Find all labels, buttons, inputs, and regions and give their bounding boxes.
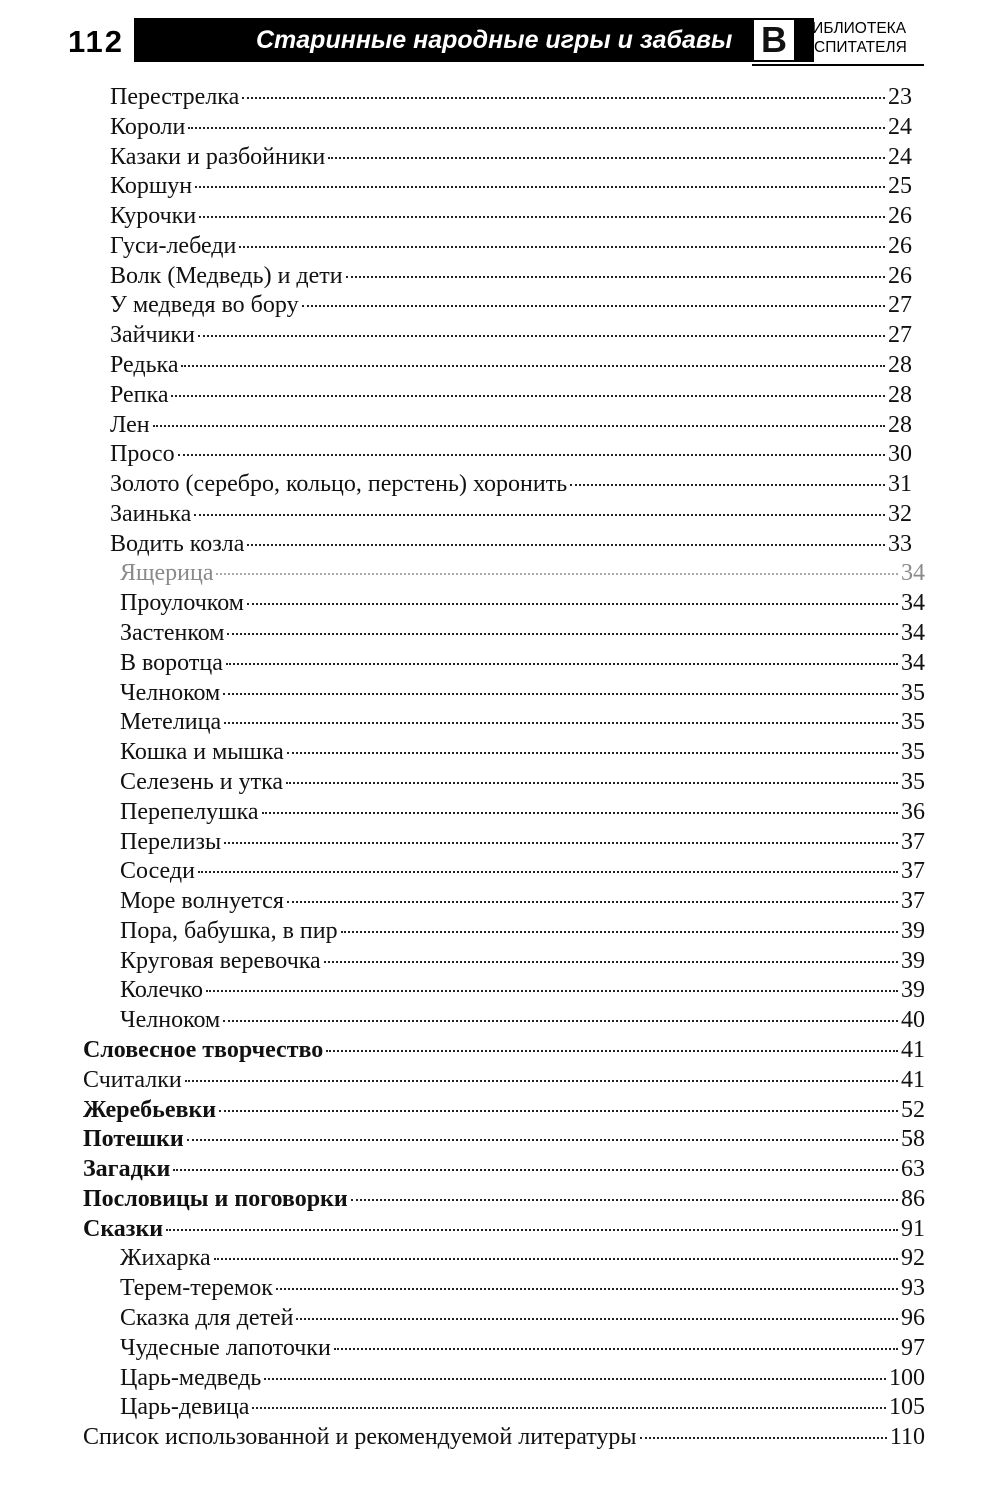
logo-letter: В [752,18,796,62]
toc-entry-page: 93 [901,1275,925,1302]
dot-leader [188,127,885,129]
dot-leader [252,1407,886,1409]
toc-entry-page: 100 [889,1364,925,1391]
toc-entry-page: 23 [888,84,912,110]
dot-leader [226,663,898,665]
toc-entry-title: Кошка и мышка [120,739,284,766]
toc-entry-title: Просо [110,441,175,468]
toc-entry-page: 41 [901,1066,925,1093]
toc-entry-page: 28 [888,381,912,408]
toc-entry-page: 35 [901,768,925,795]
dot-leader [223,693,898,695]
toc-entry-page: 39 [901,917,925,944]
toc-entry-title: Терем-теремок [120,1275,273,1302]
toc-entry [83,1126,925,1156]
dot-leader [640,1437,887,1439]
dot-leader [194,514,885,516]
toc-entry [120,977,925,1007]
toc-entry-page: 97 [901,1334,925,1361]
toc-entry [83,1216,925,1246]
toc-entry-page: 26 [888,262,912,289]
dot-leader [334,1348,898,1350]
dot-leader [328,157,885,159]
toc-entry-page: 92 [901,1245,925,1272]
toc-entry-title: Золото (серебро, кольцо, перстень) хоронить [110,471,568,498]
dot-leader [239,246,885,248]
toc-entry-page: 63 [901,1156,925,1183]
dot-leader [216,573,898,575]
dot-leader [178,454,885,456]
toc-entry-title: Застенком [120,620,225,647]
toc-entry-title: Ящерица [120,560,214,587]
toc-entry [120,650,925,680]
logo-line-2: ОСПИТАТЕЛЯ [802,39,907,56]
dot-leader [187,1139,898,1141]
toc-entry [120,560,925,590]
dot-leader [195,186,885,188]
series-logo [752,18,922,62]
toc-entry-title: Проулочком [120,590,244,617]
toc-entry-title: Жихарка [120,1245,211,1272]
toc-entry [110,263,912,293]
toc-entry [83,1424,925,1454]
toc-entry [120,620,925,650]
toc-entry-title: Потешки [83,1126,184,1153]
dot-leader [326,1050,898,1052]
dot-leader [264,1378,886,1380]
toc-entry [110,173,912,203]
toc-entry-title: Чудесные лапоточки [120,1334,331,1361]
dot-leader [287,752,898,754]
toc-entry-page: 34 [901,590,925,617]
toc-entry-page: 35 [901,709,925,736]
dot-leader [302,305,885,307]
toc-entry [120,709,925,739]
toc-entry [110,382,912,412]
toc-entry-page: 28 [888,411,912,438]
dot-leader [219,1110,898,1112]
dot-leader [199,216,885,218]
toc-entry-page: 33 [888,530,912,557]
toc-entry-page: 34 [901,560,925,587]
toc-entry-title: Лен [110,411,150,438]
logo-line-1: БИБЛИОТЕКА [802,20,907,37]
toc-entry [83,1156,925,1186]
dot-leader [227,633,898,635]
toc-entry-title: Перестрелка [110,84,240,110]
dot-leader [173,1169,898,1171]
toc-entry [120,769,925,799]
toc-entry [110,501,912,531]
toc-entry [120,948,925,978]
toc-entry-title: Перелизы [120,828,222,855]
toc-entry [120,1275,925,1305]
dot-leader [166,1229,898,1231]
dot-leader [324,961,898,963]
toc-entry-page: 31 [888,471,912,498]
toc-entry [110,144,912,174]
dot-leader [181,365,885,367]
toc-entry-page: 110 [889,1424,925,1451]
toc-entry-title: Коршун [110,173,193,200]
dot-leader [296,1318,898,1320]
toc-entry [120,918,925,948]
toc-entry-title: Колечко [120,977,204,1004]
toc-entry-title: Словесное творчество [83,1036,324,1063]
toc-entry [120,1394,925,1424]
toc-entry-title: Волк (Медведь) и дети [110,262,343,289]
toc-entry-page: 25 [888,173,912,200]
toc-entry-title: В воротца [120,649,223,676]
toc-entry [83,1186,925,1216]
toc-entry-page: 30 [888,441,912,468]
toc-entry-title: Метелица [120,709,222,736]
toc-entry-title: Короли [110,113,186,140]
dot-leader [198,335,885,337]
dot-leader [247,603,898,605]
toc-entry-page: 24 [888,113,912,140]
dot-leader [286,782,898,784]
toc-entry-page: 36 [901,798,925,825]
toc-entry-page: 27 [888,322,912,349]
toc-entry-page: 105 [889,1394,925,1421]
toc-entry-title: Челноком [120,1007,221,1034]
toc-entry-page: 58 [901,1126,925,1153]
toc-entry [110,114,912,144]
toc-entry-page: 52 [901,1096,925,1123]
dot-leader [185,1080,898,1082]
toc-entry-title: Жеребьевки [83,1096,217,1123]
toc-entry-page: 39 [901,977,925,1004]
toc-entry-title: Зайчики [110,322,195,349]
toc-entry-title: Казаки и разбойники [110,143,326,170]
toc-entry-page: 26 [888,232,912,259]
toc-entry-title: Царь-медведь [120,1364,262,1391]
toc-entry-page: 91 [901,1215,925,1242]
toc-entry-title: Сказки [83,1215,164,1242]
toc-entry-page: 35 [901,739,925,766]
page-header [68,14,920,66]
dot-leader [224,842,898,844]
toc-entry [83,1097,925,1127]
toc-entry-title: Редька [110,352,179,379]
toc-entry-title: Пора, бабушка, в пир [120,917,338,944]
toc-entry [120,829,925,859]
toc-entry [110,322,912,352]
toc-entry-title: Репка [110,381,169,408]
toc-entry-title: Пословицы и поговорки [83,1185,348,1212]
toc-entry-title: Список использованной и рекомендуемой литературы [83,1424,637,1451]
toc-entry-page: 34 [901,620,925,647]
toc-entry-page: 41 [901,1036,925,1063]
toc-entry [110,233,912,263]
toc-entry-page: 32 [888,500,912,527]
toc-entry-title: Загадки [83,1156,171,1183]
toc-entry-title: Сказка для детей [120,1304,294,1331]
toc-entry-page: 39 [901,947,925,974]
toc-entry [110,84,912,114]
dot-leader [247,544,885,546]
dot-leader [262,812,898,814]
toc-entry-page: 34 [901,649,925,676]
toc-entry-page: 35 [901,679,925,706]
dot-leader [153,425,885,427]
dot-leader [242,97,885,99]
toc-entry-page: 24 [888,143,912,170]
dot-leader [287,901,898,903]
toc-entry-title: Царь-девица [120,1394,250,1421]
toc-entry [110,412,912,442]
toc-entry [110,352,912,382]
toc-entry [120,858,925,888]
logo-text [802,19,907,57]
toc-entry [120,590,925,620]
toc-entry-title: Перепелушка [120,798,259,825]
toc-entry-page: 86 [901,1185,925,1212]
toc-entry [120,1305,925,1335]
toc-entry-page: 37 [901,888,925,915]
toc-entry [120,680,925,710]
dot-leader [198,871,898,873]
toc-entry-title: У медведя во бору [110,292,299,319]
toc-entry [120,739,925,769]
page-number: 112 [68,24,125,59]
toc-entry-title: Курочки [110,203,197,230]
dot-leader [214,1258,898,1260]
toc-entry-title: Челноком [120,679,221,706]
toc-entry-title: Гуси-лебеди [110,232,237,259]
toc-entry-title: Считалки [83,1066,182,1093]
dot-leader [276,1288,898,1290]
toc-entry-title: Водить козла [110,530,245,557]
toc-entry-page: 27 [888,292,912,319]
toc-entry-title: Заинька [110,500,192,527]
toc-entry [120,1007,925,1037]
dot-leader [224,722,898,724]
toc-entry-page: 96 [901,1304,925,1331]
toc-entry-title: Соседи [120,858,195,885]
running-title: Старинные народные игры и забавы [134,18,814,62]
toc-entry [110,441,912,471]
toc-entry-page: 26 [888,203,912,230]
toc-entry-title: Круговая веревочка [120,947,321,974]
toc-entry [110,292,912,322]
toc-entry-page: 28 [888,352,912,379]
toc-entry [120,1365,925,1395]
toc-entry-page: 37 [901,858,925,885]
dot-leader [171,395,885,397]
dot-leader [223,1020,898,1022]
toc-entry [83,1037,925,1067]
dot-leader [570,484,885,486]
toc-entry-page: 40 [901,1007,925,1034]
toc-entry [120,888,925,918]
toc-entry [120,1245,925,1275]
toc-entry-page: 37 [901,828,925,855]
toc-entry [120,1335,925,1365]
toc-entry [110,531,912,561]
dot-leader [346,276,885,278]
logo-underline [752,64,924,66]
toc-entry [120,799,925,829]
dot-leader [351,1199,898,1201]
dot-leader [206,990,898,992]
toc-entry [110,471,912,501]
toc-entry-title: Море волнуется [120,888,284,915]
toc-entry [83,1067,925,1097]
dot-leader [341,931,898,933]
toc-entry-title: Селезень и утка [120,768,284,795]
toc-entry [110,203,912,233]
